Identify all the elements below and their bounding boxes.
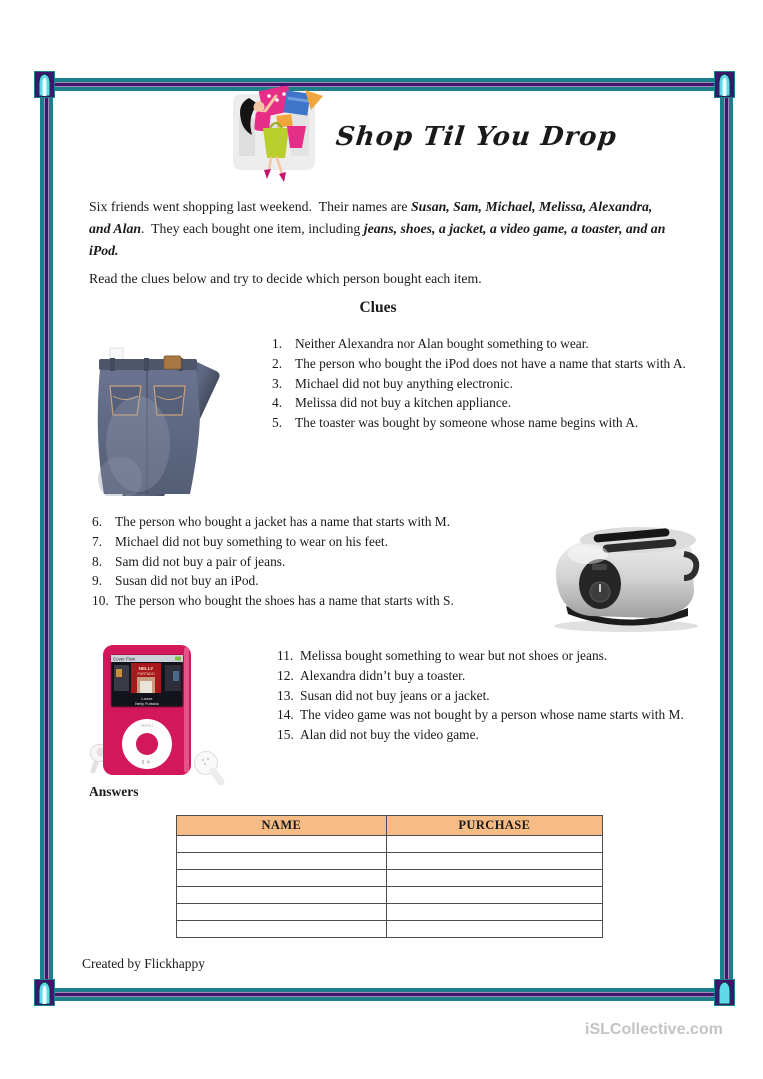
- answers-table-header-row: [177, 816, 603, 836]
- clue-item: [272, 413, 687, 433]
- clue-number: 3.: [272, 375, 283, 391]
- clue-item: [92, 591, 572, 611]
- clue-list-11-15: [277, 646, 697, 745]
- clue-item: [272, 393, 687, 413]
- answers-col-purchase: PURCHASE: [386, 816, 602, 836]
- clue-text: The person who bought the shoes has a name that starts with S.: [115, 593, 454, 609]
- clue-number: 5.: [272, 415, 283, 431]
- answers-label: Answers: [89, 784, 139, 799]
- watermark: iSLCollective.com: [585, 1021, 723, 1038]
- page-title: Shop Til You Drop: [334, 122, 619, 152]
- clue-text: Michael did not buy anything electronic.: [295, 375, 513, 391]
- clue-item: [272, 354, 687, 374]
- ipod-album-title-line1: NELLY: [138, 666, 154, 671]
- read-instruction: Read the clues below and try to decide which person bought each item.: [89, 271, 482, 286]
- clue-text: Alan did not buy the video game.: [300, 727, 479, 743]
- answers-table-row: [177, 921, 603, 938]
- clue-text: The person who bought a jacket has a name that starts with M.: [115, 514, 451, 529]
- answers-table-cell: [177, 904, 387, 921]
- clue-number: 1.: [272, 336, 283, 351]
- clue-text: Michael did not buy something to wear on his feet.: [115, 533, 388, 549]
- jeans-photo: [80, 344, 230, 496]
- clue-list-6-10: [92, 512, 572, 611]
- answers-table-cell: [177, 836, 387, 853]
- intro-segment: . They each bought one item, including: [141, 221, 364, 236]
- ipod-photo: [85, 643, 225, 789]
- clue-list-1-5: [272, 334, 687, 433]
- answers-table-cell: [386, 853, 602, 870]
- ipod-caption-album: Loose: [141, 696, 153, 701]
- answers-table-row: [177, 887, 603, 904]
- answers-table-cell: [177, 921, 387, 938]
- clue-number: 14.: [277, 707, 294, 723]
- clue-number: 7.: [92, 533, 103, 549]
- answers-table-cell: [386, 887, 602, 904]
- answers-table-row: [177, 870, 603, 887]
- clue-text: Neither Alexandra nor Alan bought something to wear.: [295, 336, 589, 351]
- answers-col-name: NAME: [177, 816, 387, 836]
- toaster-photo: [538, 514, 706, 634]
- ipod-album-title-line2: FURTADO: [137, 672, 155, 676]
- clue-text: Susan did not buy jeans or a jacket.: [300, 687, 490, 703]
- clue-number: 8.: [92, 553, 103, 569]
- clue-item: [277, 666, 697, 686]
- clue-text: Melissa bought something to wear but not shoes or jeans.: [300, 648, 608, 663]
- answers-table: [176, 815, 603, 938]
- clue-item: [272, 374, 687, 394]
- answers-table-row: [177, 853, 603, 870]
- answers-table-row: [177, 836, 603, 853]
- clue-number: 13.: [277, 687, 294, 703]
- border-left: [40, 92, 53, 988]
- clue-item: [272, 334, 687, 354]
- answers-table-cell: [177, 870, 387, 887]
- border-bottom: [50, 988, 718, 1001]
- answers-table-cell: [386, 870, 602, 887]
- intro-paragraph: [89, 196, 677, 262]
- clue-item: [277, 705, 697, 725]
- clue-text: The video game was not bought by a person whose name starts with M.: [300, 707, 684, 723]
- border-right: [720, 92, 733, 988]
- clues-heading: Clues: [359, 299, 397, 316]
- clue-number: 12.: [277, 667, 294, 683]
- clue-item: [92, 552, 572, 572]
- answers-table-row: [177, 904, 603, 921]
- footer-credit: Created by Flickhappy: [82, 956, 205, 971]
- answers-table-cell: [386, 836, 602, 853]
- clue-number: 4.: [272, 395, 283, 411]
- intro-segment: Six friends went shopping last weekend. Their names are: [89, 199, 411, 214]
- clue-number: 15.: [277, 727, 294, 743]
- clue-text: Sam did not buy a pair of jeans.: [115, 553, 286, 569]
- ipod-screen-app-label: Cover Flow: [113, 656, 136, 662]
- border-corner-arch-icon: [714, 979, 735, 1006]
- clue-number: 9.: [92, 573, 103, 589]
- clue-item: [92, 512, 572, 532]
- clue-number: 10.: [92, 593, 109, 609]
- clue-item: [277, 725, 697, 745]
- clue-text: The toaster was bought by someone whose name begins with A.: [295, 415, 639, 431]
- clue-number: 2.: [272, 355, 283, 371]
- clue-item: [277, 646, 697, 666]
- answers-table-cell: [177, 887, 387, 904]
- border-top: [50, 78, 718, 91]
- border-corner-arch-icon: [34, 71, 55, 98]
- border-corner-arch-icon: [714, 71, 735, 98]
- border-corner-arch-icon: [34, 979, 55, 1006]
- clue-number: 11.: [277, 648, 294, 663]
- clue-item: [277, 686, 697, 706]
- clue-text: Melissa did not buy a kitchen appliance.: [295, 395, 512, 411]
- clue-item: [92, 532, 572, 552]
- answers-table-cell: [386, 921, 602, 938]
- clue-text: The person who bought the iPod does not have a name that starts with A.: [295, 355, 686, 371]
- clue-item: [92, 571, 572, 591]
- intro-segment: Susan, Sam, Michael, Melissa, Alexandra, and Alan: [89, 199, 656, 236]
- ipod-wheel-menu-label: MENU: [140, 723, 154, 728]
- ipod-caption-artist: Nelly Furtado: [135, 701, 159, 706]
- clue-text: Susan did not buy an iPod.: [115, 573, 259, 589]
- intro-segment: jeans, shoes, a jacket, a video game, a toaster, and an iPod.: [89, 221, 669, 258]
- answers-table-cell: [177, 853, 387, 870]
- clue-number: 6.: [92, 514, 103, 529]
- answers-table-cell: [386, 904, 602, 921]
- clue-text: Alexandra didn’t buy a toaster.: [300, 667, 466, 683]
- shopper-clipart: [219, 86, 323, 183]
